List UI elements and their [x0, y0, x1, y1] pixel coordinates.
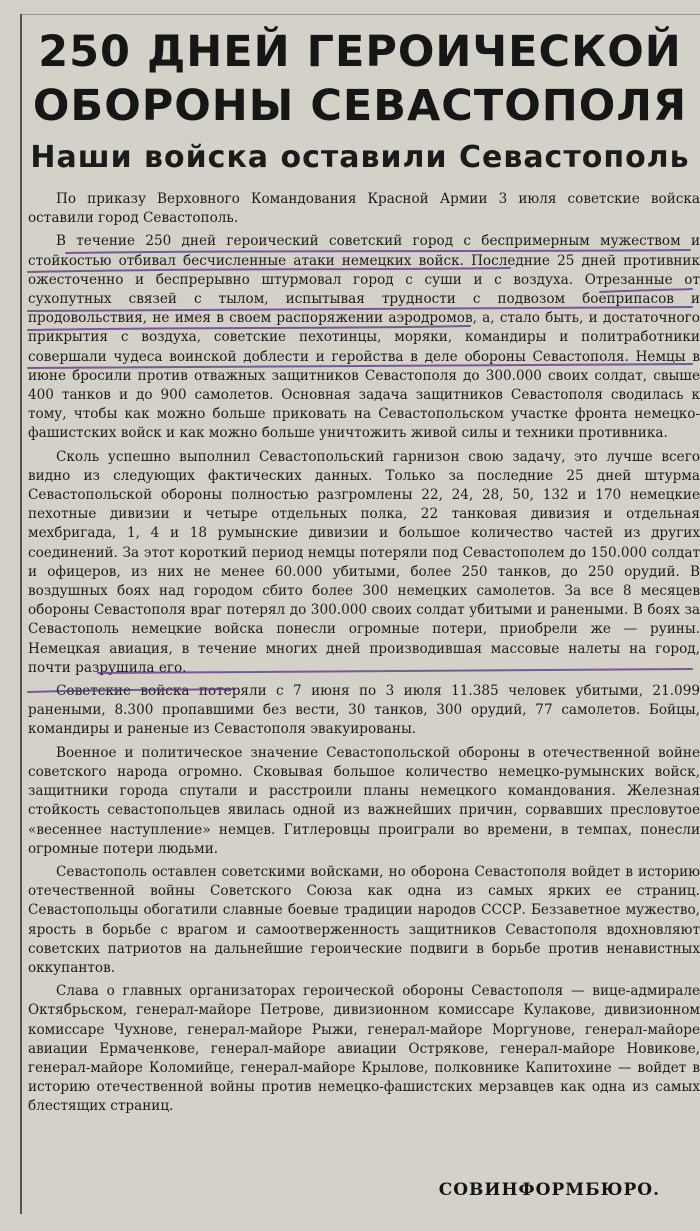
headline-line-2: ОБОРОНЫ СЕВАСТОПОЛЯ	[32, 81, 688, 131]
subheadline: Наши войска оставили Севастополь	[30, 140, 690, 175]
top-rule	[22, 14, 700, 15]
headline-line-1: 250 ДНЕЙ ГЕРОИЧЕСКОЙ	[38, 27, 682, 77]
paragraph: По приказу Верховного Командования Красной Армии 3 июля советские войска оставили город Севастополь.	[28, 191, 700, 227]
signature: СОВИНФОРМБЮРО.	[438, 1180, 660, 1200]
paragraph: Советские войска потеряли с 7 июня по 3 июля 11.385 человек убитыми, 21.099 ранеными, 8.300 пропавшими без вести, 30 танков, 300 орудий, 77 самолетов. Бойцы, командиры и раненые из Севастополя эвакуированы.	[28, 683, 700, 738]
paragraph: Сколь успешно выполнил Севастопольский гарнизон свою задачу, это лучше всего видно из следующих фактических данных. Только за последние 25 дней штурма Севастопольской обороны полностью разгромлены 22, 24, 28, 50, 132 и 170 немецкие пехотные дивизии и четыре отдельных полка, 22 танковая дивизия и отдельная мехбригада, 1, 4 и 18 румынские дивизии и большое количество частей из других соединений. За этот короткий период немцы потеряли под Севастополем до 150.000 солдат и офицеров, из них не менее 60.000 убитыми, более 250 танков, до 250 орудий. В воздушных боях над городом сбито более 300 немецких самолетов. За все 8 месяцев обороны Севастополя враг потерял до 300.000 своих солдат убитыми и ранеными. В боях за Севастополь немецкие войска понесли огромные потери, приобрели же — руины. Немецкая авиация, в течение многих дней производившая массовые налеты на город, почти разрушила его.	[28, 448, 700, 676]
article-body	[28, 190, 700, 1190]
paragraph: Севастополь оставлен советскими войсками, но оборона Севастополя войдет в историю отечественной войны Советского Союза как одна из самых ярких ее страниц. Севастопольцы обогатили славные боевые традиции народов СССР. Беззаветное мужество, ярость в борьбе с врагом и самоотверженность защитников Севастополя вдохновляют советских патриотов на дальнейшие героические подвиги в борьбе против ненавистных оккупантов.	[28, 863, 700, 976]
column-rule	[20, 14, 22, 1214]
paragraph: В течение 250 дней героический советский город с беспримерным мужеством и стойкостью отбивал бесчисленные атаки немецких войск. Последние 25 дней противник ожесточенно и беспрерывно штурмовал город с суши и с воздуха. Отрезанные от сухопутных связей с тылом, испытывая трудности с подвозом боеприпасов и продовольствия, не имея в своем распоряжении аэродромов, а, стало быть, и достаточного прикрытия с воздуха, советские пехотинцы, моряки, командиры и политработники совершали чудеса воинской доблести и геройства в деле обороны Севастополя. Немцы в июне бросили против отважных защитников Севастополя до 300.000 своих солдат, свыше 400 танков и до 900 самолетов. Основная задача защитников Севастополя сводилась к тому, чтобы как можно больше приковать на Севастопольском участке фронта немецко-фашистских войск и как можно больше уничтожить живой силы и техники противника.	[28, 233, 700, 442]
paragraph: Военное и политическое значение Севастопольской обороны в отечественной войне советского народа огромно. Сковывая большое количество немецко-румынских войск, защитники города спутали и расстроили планы немецкого командования. Железная стойкость севастопольцев явилась одной из важнейших причин, сорвавших пресловутое «весеннее наступление» немцев. Гитлеровцы проиграли во времени, в темпах, понесли огромные потери людьми.	[28, 744, 700, 857]
paragraph: Слава о главных организаторах героической обороны Севастополя — вице-адмирале Октябрьском, генерал-майоре Петрове, дивизионном комиссаре Кулакове, дивизионном комиссаре Чухнове, генерал-майоре Рыжи, генерал-майоре Моргунове, генерал-майоре авиации Ермаченкове, генерал-майоре авиации Острякове, генерал-майоре Новикове, генерал-майоре Коломийце, генерал-майоре Крылове, полковнике Капитохине — войдет в историю отечественной войны против немецко-фашистских мерзавцев как одна из самых блестящих страниц.	[28, 983, 700, 1115]
